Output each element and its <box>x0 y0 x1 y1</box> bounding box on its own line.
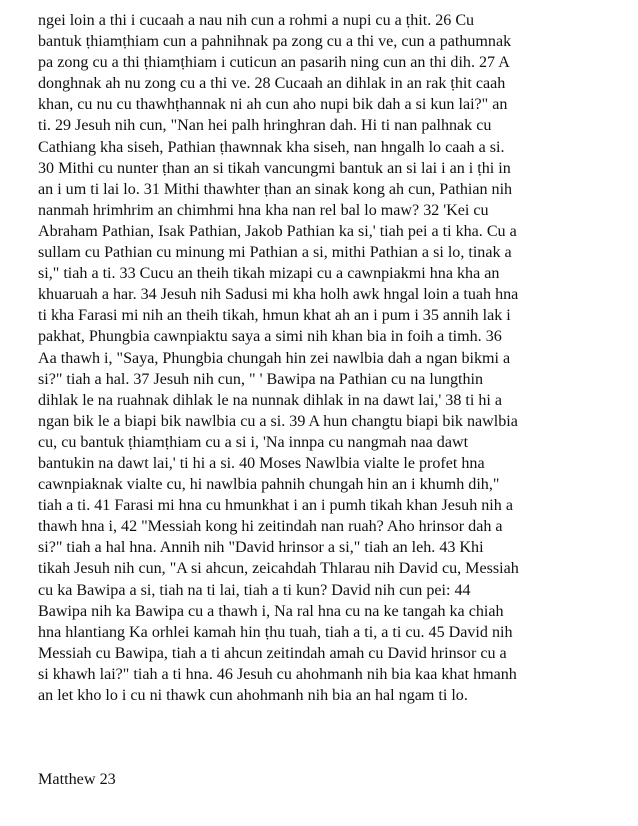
text-line: bantukin na dawt lai,' ti hi a si. 40 Moses Nawlbia vialte le profet hna <box>38 453 485 472</box>
text-line: Cathiang kha siseh, Pathian ṭhawnnak kha siseh, nan hngalh lo caah a si. <box>38 137 505 156</box>
text-line: ti kha Farasi mi nih an theih tikah, hmun khat ah an i pum i 35 annih lak i <box>38 306 511 325</box>
scripture-text <box>38 10 604 706</box>
text-line: bantuk ṭhiamṭhiam cun a pahnihnak pa zong cu a thi ve, cun a pathumnak <box>38 32 512 51</box>
text-line: khan, cu nu cu thawhṭhannak ni ah cun aho nupi bik dah a si kun lai?" an <box>38 95 508 114</box>
text-line: dihlak le na ruahnak dihlak le na nunnak dihlak in na dawt lai,' 38 ti hi a <box>38 390 502 409</box>
text-line: nanmah hrimhrim an chimhmi hna kha nan rel bal lo maw? 32 'Kei cu <box>38 200 489 219</box>
chapter-label: Matthew 23 <box>38 770 116 788</box>
text-line: Aa thawh i, "Saya, Phungbia chungah hin zei nawlbia dah a ngan bikmi a <box>38 348 511 367</box>
text-line: Bawipa nih ka Bawipa cu a thawh i, Na ral hna cu na ke tangah ka chiah <box>38 601 504 620</box>
text-line: hna hlantiang Ka orhlei kamah hin ṭhu tuah, tiah a ti, a ti cu. 45 David nih <box>38 622 513 641</box>
text-line: an i um ti lai lo. 31 Mithi thawhter ṭhan an sinak kong ah cun, Pathian nih <box>38 179 513 198</box>
text-line: ngei loin a thi i cucaah a nau nih cun a rohmi a nupi cu a ṭhit. 26 Cu <box>38 11 475 29</box>
text-line: ti. 29 Jesuh nih cun, "Nan hei palh hringhran dah. Hi ti nan palhnak cu <box>38 116 492 135</box>
text-line: si khawh lai?" tiah a ti hna. 46 Jesuh cu ahohmanh nih bia kaa khat hmanh <box>38 664 517 683</box>
text-line: si?" tiah a hal hna. Annih nih "David hrinsor a si," tiah an leh. 43 Khi <box>38 538 484 557</box>
text-line: pa zong cu a thi ṭhiamṭhiam i cuticun an pasarih ning cun an thi dih. 27 A <box>38 53 510 72</box>
text-line: an let kho lo i cu ni thawk cun ahohmanh nih bia an hal ngam ti lo. <box>38 686 468 704</box>
text-line: si?" tiah a hal. 37 Jesuh nih cun, " ' Bawipa na Pathian cu na lungthin <box>38 369 484 388</box>
text-line: tiah a ti. 41 Farasi mi hna cu hmunkhat i an i pumh tikah khan Jesuh nih a <box>38 496 513 515</box>
text-line: pakhat, Phungbia cawnpiaktu saya a simi nih khan bia in foih a timh. 36 <box>38 327 502 346</box>
text-line: donghnak ah nu zong cu a thi ve. 28 Cucaah an dihlak in an rak ṭhit caah <box>38 74 506 93</box>
text-line: Messiah cu Bawipa, tiah a ti ahcun zeitindah amah cu David hrinsor cu a <box>38 643 507 662</box>
text-line: sullam cu Pathian cu minung mi Pathian a si, mithi Pathian a si lo, tinak a <box>38 243 512 262</box>
text-line: thawh hna i, 42 "Messiah kong hi zeitindah nan ruah? Aho hrinsor dah a <box>38 517 503 536</box>
text-line: si," tiah a ti. 33 Cucu an theih tikah mizapi cu a cawnpiakmi hna kha an <box>38 264 500 283</box>
text-line: ngan bik le a biapi bik nawlbia cu a si. 39 A hun changtu biapi bik nawlbia <box>38 411 518 430</box>
text-line: cu, cu bantuk ṭhiamṭhiam cu a si i, 'Na innpa cu nangmah naa dawt <box>38 432 469 451</box>
text-line: Abraham Pathian, Isak Pathian, Jakob Pathian ka si,' tiah pei a ti kha. Cu a <box>38 221 517 240</box>
text-line: khuaruah a har. 34 Jesuh nih Sadusi mi kha holh awk hngal loin a tuah hna <box>38 285 519 304</box>
text-line: cawnpiaknak vialte cu, hi nawlbia pahnih chungah hin an i khumh dih," <box>38 475 500 494</box>
text-line: cu ka Bawipa a si, tiah na ti lai, tiah a ti kun? David nih cun pei: 44 <box>38 580 471 599</box>
text-line: tikah Jesuh nih cun, "A si ahcun, zeicahdah Thlarau nih David cu, Messiah <box>38 559 519 578</box>
text-line: 30 Mithi cu nunter ṭhan an si tikah vancungmi bantuk an si lai i an i ṭhi in <box>38 158 511 177</box>
